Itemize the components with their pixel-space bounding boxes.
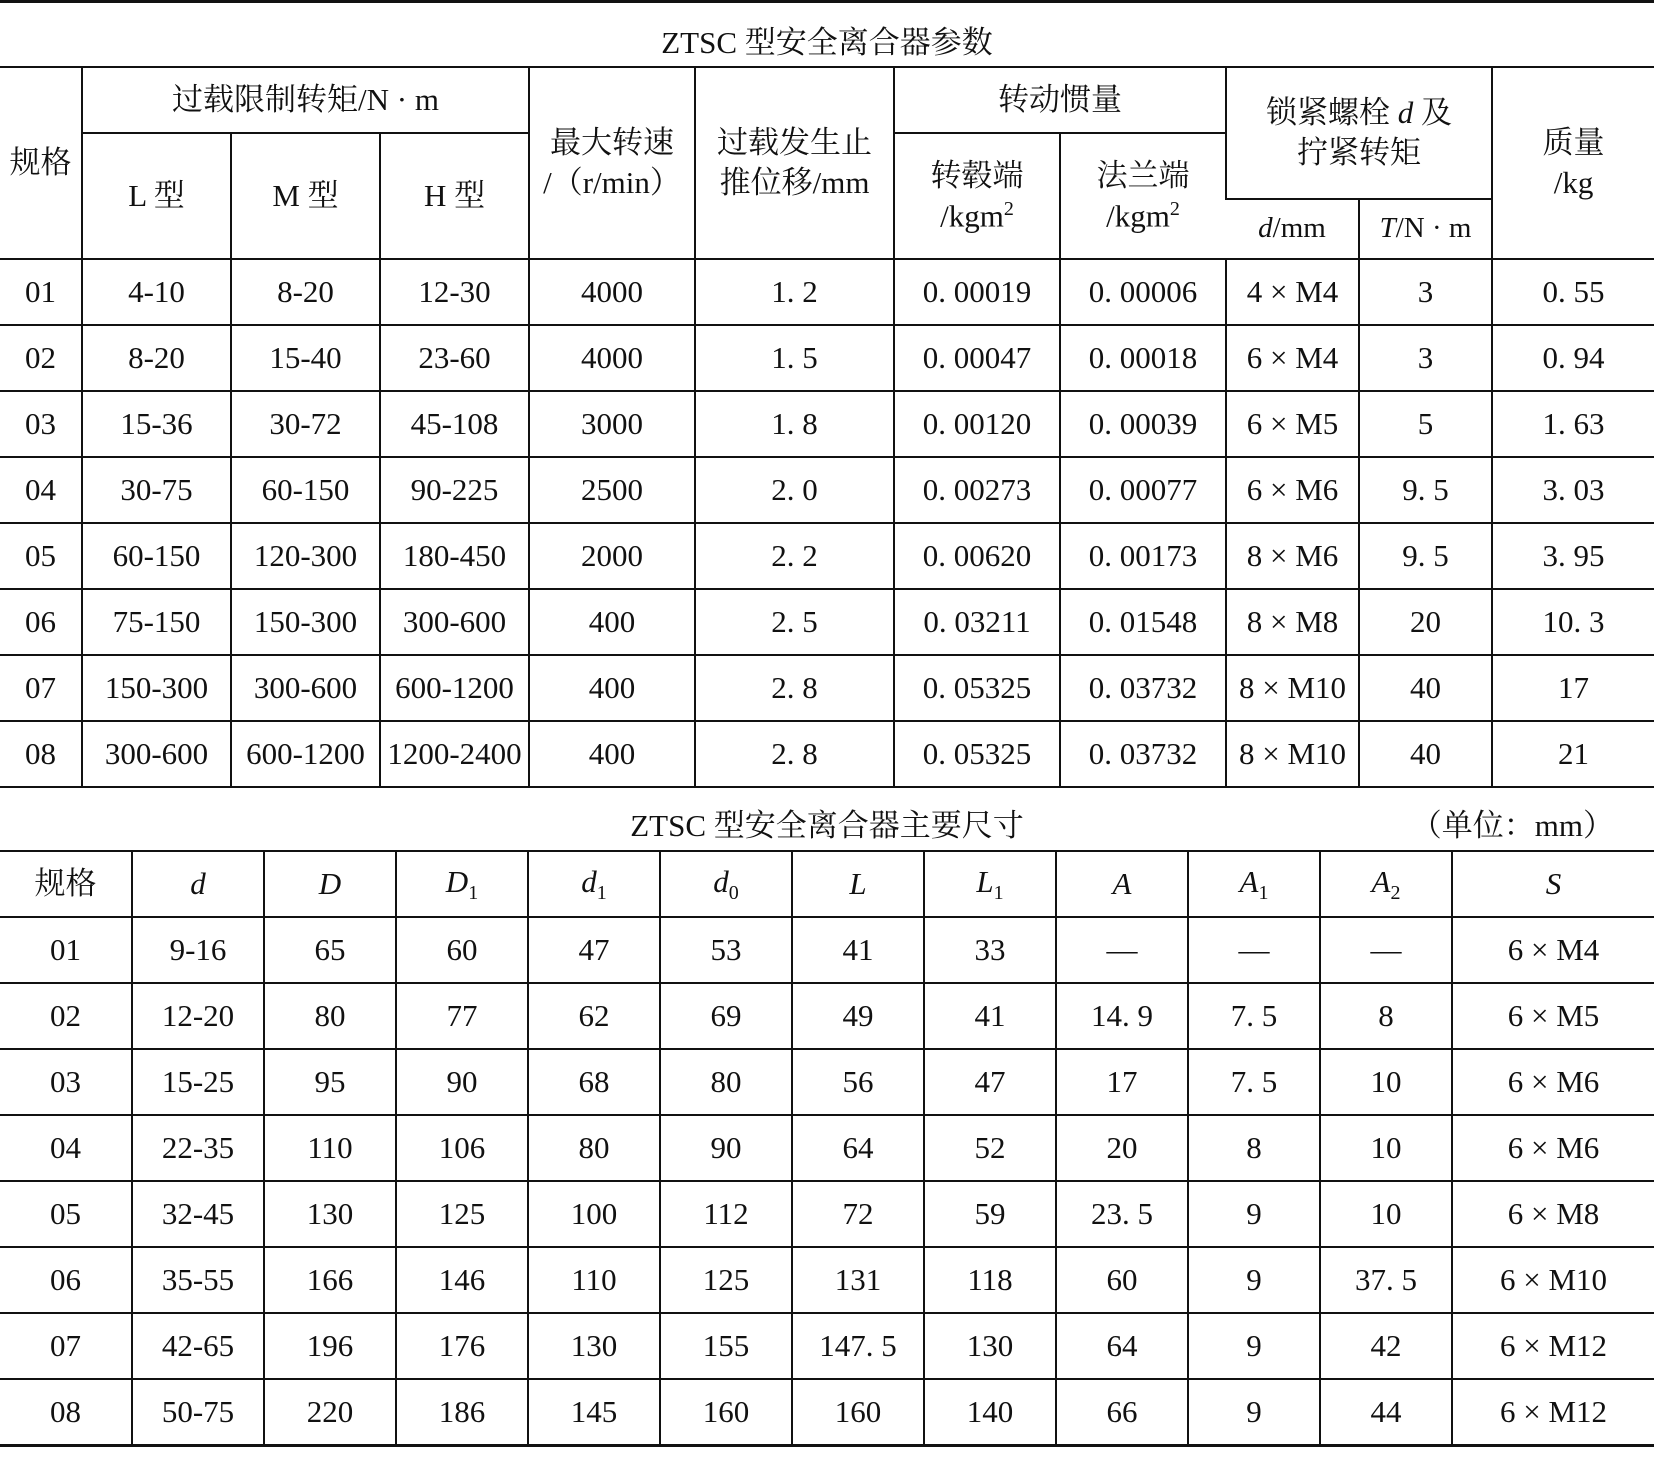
table-cell: 53: [660, 917, 792, 983]
table-cell: 131: [792, 1247, 924, 1313]
table-cell: 95: [264, 1049, 396, 1115]
table-cell: 0. 00019: [894, 259, 1060, 325]
header-spec: 规格: [0, 67, 82, 259]
table-cell: 150-300: [231, 589, 380, 655]
table-cell: 68: [528, 1049, 660, 1115]
table-cell: 6 × M6: [1226, 457, 1359, 523]
header-flange-end-line2: [1061, 196, 1225, 237]
table2-body: [0, 917, 1654, 1445]
table-cell: 66: [1056, 1379, 1188, 1445]
table-cell: 6 × M8: [1452, 1181, 1654, 1247]
table-cell: 49: [792, 983, 924, 1049]
table-cell: —: [1188, 917, 1320, 983]
column-header: [924, 851, 1056, 917]
table-cell: 05: [0, 1181, 132, 1247]
table-cell: 0. 00039: [1060, 391, 1226, 457]
header-bolt-t-sym: T: [1379, 212, 1396, 245]
table-cell: 6 × M4: [1452, 917, 1654, 983]
table-cell: 0. 05325: [894, 721, 1060, 787]
table-cell: 17: [1056, 1049, 1188, 1115]
table-cell: 20: [1056, 1115, 1188, 1181]
column-header-subscript: 1: [596, 882, 607, 905]
table-cell: 160: [660, 1379, 792, 1445]
column-header-subscript: 1: [468, 882, 479, 905]
table-cell: 3: [1359, 325, 1492, 391]
table-row: [0, 1247, 1654, 1313]
table-cell: 03: [0, 391, 82, 457]
table-cell: 0. 05325: [894, 655, 1060, 721]
table-cell: 03: [0, 1049, 132, 1115]
table-cell: 47: [924, 1049, 1056, 1115]
table-cell: 300-600: [231, 655, 380, 721]
dimensions-table: [0, 850, 1654, 1447]
table-cell: 146: [396, 1247, 528, 1313]
table-cell: 4000: [529, 259, 695, 325]
table-cell: 35-55: [132, 1247, 264, 1313]
table-cell: 44: [1320, 1379, 1452, 1445]
table-cell: 130: [924, 1313, 1056, 1379]
table-cell: 1200-2400: [380, 721, 529, 787]
header-max-speed-line1: 最大转速: [550, 124, 675, 160]
table-row: [0, 655, 1654, 721]
table-row: [0, 1313, 1654, 1379]
table-cell: 125: [660, 1247, 792, 1313]
header-bolt-t-unit: /N · m: [1395, 212, 1472, 245]
parameters-table: [0, 66, 1654, 788]
header-mass-line2: /kg: [1553, 165, 1594, 200]
table-cell: 2. 8: [695, 721, 894, 787]
table-cell: 3000: [529, 391, 695, 457]
header-hub-end-line1: 转毂端: [930, 157, 1024, 193]
column-header: [132, 851, 264, 917]
column-header: [1452, 851, 1654, 917]
table-cell: 15-25: [132, 1049, 264, 1115]
table-cell: 600-1200: [380, 655, 529, 721]
table-cell: 0. 00018: [1060, 325, 1226, 391]
table-row: [0, 917, 1654, 983]
table-cell: 180-450: [380, 523, 529, 589]
table-cell: 166: [264, 1247, 396, 1313]
table-cell: 80: [528, 1115, 660, 1181]
table-cell: 600-1200: [231, 721, 380, 787]
table-cell: 12-20: [132, 983, 264, 1049]
table-cell: 300-600: [82, 721, 231, 787]
column-header: [528, 851, 660, 917]
table-cell: 52: [924, 1115, 1056, 1181]
table-cell: 65: [264, 917, 396, 983]
table-cell: 0. 00047: [894, 325, 1060, 391]
table-cell: 90-225: [380, 457, 529, 523]
header-max-speed: [529, 67, 695, 259]
header-inertia: 转动惯量: [894, 67, 1226, 133]
table-cell: 64: [1056, 1313, 1188, 1379]
table1-header-row-1: [0, 67, 1654, 133]
table-cell: 6 × M10: [1452, 1247, 1654, 1313]
table-cell: 1. 8: [695, 391, 894, 457]
table-cell: 6 × M6: [1452, 1049, 1654, 1115]
table-cell: 6 × M4: [1226, 325, 1359, 391]
table-cell: 0. 00620: [894, 523, 1060, 589]
column-header: [396, 851, 528, 917]
header-bolt-d-unit: /mm: [1272, 212, 1326, 245]
table-cell: 90: [660, 1115, 792, 1181]
table-row: [0, 1115, 1654, 1181]
table-cell: 45-108: [380, 391, 529, 457]
table-cell: 8 × M8: [1226, 589, 1359, 655]
header-h-type: H 型: [380, 133, 529, 259]
header-hub-end-line2: [895, 196, 1059, 237]
header-mass-line1: 质量: [1542, 124, 1605, 160]
table-cell: 147. 5: [792, 1313, 924, 1379]
table-cell: 145: [528, 1379, 660, 1445]
header-bolt-d-sym: d: [1258, 212, 1273, 245]
header-bolt-line1: [1227, 93, 1491, 133]
table1-body: [0, 259, 1654, 787]
table-cell: 0. 00120: [894, 391, 1060, 457]
table-cell: 01: [0, 917, 132, 983]
table-row: [0, 1049, 1654, 1115]
table-cell: 64: [792, 1115, 924, 1181]
table-cell: 0. 94: [1492, 325, 1654, 391]
table-cell: 6 × M6: [1452, 1115, 1654, 1181]
header-flange-end: [1060, 133, 1226, 259]
table-cell: 41: [924, 983, 1056, 1049]
table-cell: —: [1320, 917, 1452, 983]
table-cell: 0. 01548: [1060, 589, 1226, 655]
column-header-subscript: 2: [1390, 882, 1401, 905]
table-cell: 90: [396, 1049, 528, 1115]
table-cell: 07: [0, 1313, 132, 1379]
table-cell: 59: [924, 1181, 1056, 1247]
table-cell: 08: [0, 1379, 132, 1445]
table-row: [0, 457, 1654, 523]
table-cell: 186: [396, 1379, 528, 1445]
header-bolt-d-symbol: d: [1397, 94, 1414, 130]
table-row: [0, 589, 1654, 655]
table-cell: 05: [0, 523, 82, 589]
table-cell: 10: [1320, 1115, 1452, 1181]
table-cell: 42: [1320, 1313, 1452, 1379]
table-cell: 41: [792, 917, 924, 983]
header-bolt-t: [1359, 199, 1492, 259]
table-cell: 6 × M12: [1452, 1379, 1654, 1445]
table-cell: 9: [1188, 1181, 1320, 1247]
header-bolt-d: [1226, 199, 1359, 259]
column-header: [660, 851, 792, 917]
table-cell: 6 × M5: [1452, 983, 1654, 1049]
table-cell: 6 × M5: [1226, 391, 1359, 457]
table-cell: 75-150: [82, 589, 231, 655]
header-hub-end: [894, 133, 1060, 259]
table-cell: 9: [1188, 1313, 1320, 1379]
table-cell: 4000: [529, 325, 695, 391]
table-cell: 140: [924, 1379, 1056, 1445]
table-cell: 60: [396, 917, 528, 983]
table-cell: 130: [264, 1181, 396, 1247]
table-cell: 04: [0, 457, 82, 523]
table-cell: 300-600: [380, 589, 529, 655]
header-mass: [1492, 67, 1654, 259]
header-bolt-line2: 拧紧转矩: [1297, 135, 1422, 170]
table-cell: 2. 0: [695, 457, 894, 523]
table-cell: 400: [529, 721, 695, 787]
header-bolt-text-a: 锁紧螺栓: [1266, 94, 1391, 130]
column-header: [264, 851, 396, 917]
table-cell: 69: [660, 983, 792, 1049]
table-cell: 56: [792, 1049, 924, 1115]
table-cell: 120-300: [231, 523, 380, 589]
column-header-symbol: L: [976, 863, 994, 899]
table-cell: 37. 5: [1320, 1247, 1452, 1313]
table1-title: ZTSC 型安全离合器参数: [661, 25, 993, 60]
column-header-symbol: A: [1112, 865, 1132, 901]
table-cell: 07: [0, 655, 82, 721]
table-cell: 9: [1188, 1247, 1320, 1313]
table-cell: 0. 03732: [1060, 721, 1226, 787]
table-cell: 8-20: [82, 325, 231, 391]
table-cell: 112: [660, 1181, 792, 1247]
column-header-symbol: D: [445, 863, 469, 899]
header-displacement-line2: 推位移/mm: [719, 165, 870, 200]
table-cell: 02: [0, 983, 132, 1049]
table-row: [0, 259, 1654, 325]
table-cell: 10: [1320, 1181, 1452, 1247]
table-cell: 42-65: [132, 1313, 264, 1379]
table-cell: 8 × M6: [1226, 523, 1359, 589]
table-cell: 10. 3: [1492, 589, 1654, 655]
column-header-symbol: A: [1239, 863, 1259, 899]
column-header-symbol: D: [318, 865, 342, 901]
table-cell: 30-75: [82, 457, 231, 523]
table-cell: 400: [529, 589, 695, 655]
table-cell: 40: [1359, 655, 1492, 721]
table-cell: 12-30: [380, 259, 529, 325]
column-header: [792, 851, 924, 917]
table-row: [0, 721, 1654, 787]
header-overload-torque: 过载限制转矩/N · m: [82, 67, 529, 133]
table-cell: 8: [1320, 983, 1452, 1049]
table2-title-row: [0, 788, 1654, 850]
column-header-subscript: 1: [993, 882, 1004, 905]
column-header-subscript: 0: [728, 882, 739, 905]
header-flange-end-power: 2: [1169, 197, 1180, 220]
table-cell: 0. 55: [1492, 259, 1654, 325]
header-displacement-line1: 过载发生止: [717, 124, 873, 160]
column-header: [1320, 851, 1452, 917]
table-cell: 06: [0, 1247, 132, 1313]
header-m-type: M 型: [231, 133, 380, 259]
table-cell: 60: [1056, 1247, 1188, 1313]
table-cell: 9: [1188, 1379, 1320, 1445]
table-cell: 01: [0, 259, 82, 325]
table-cell: 14. 9: [1056, 983, 1188, 1049]
table-cell: 400: [529, 655, 695, 721]
table-cell: 8 × M10: [1226, 655, 1359, 721]
table-cell: 4 × M4: [1226, 259, 1359, 325]
table-cell: 80: [660, 1049, 792, 1115]
header-hub-end-unit: /kgm: [940, 198, 1004, 234]
table1-title-row: [0, 0, 1654, 66]
table-cell: 1. 63: [1492, 391, 1654, 457]
table-cell: 220: [264, 1379, 396, 1445]
table-cell: 1. 5: [695, 325, 894, 391]
header-bolt-text-b: 及: [1421, 94, 1453, 130]
table-cell: 125: [396, 1181, 528, 1247]
table-cell: —: [1056, 917, 1188, 983]
table-row: [0, 983, 1654, 1049]
table-cell: 2. 8: [695, 655, 894, 721]
table-cell: 106: [396, 1115, 528, 1181]
column-header: [1056, 851, 1188, 917]
column-header-symbol: L: [849, 865, 867, 901]
table-cell: 08: [0, 721, 82, 787]
table-row: [0, 325, 1654, 391]
table-cell: 118: [924, 1247, 1056, 1313]
table-cell: 2. 5: [695, 589, 894, 655]
table-cell: 10: [1320, 1049, 1452, 1115]
table-cell: 23. 5: [1056, 1181, 1188, 1247]
table-cell: 72: [792, 1181, 924, 1247]
header-l-type: L 型: [82, 133, 231, 259]
table-cell: 5: [1359, 391, 1492, 457]
table-cell: 100: [528, 1181, 660, 1247]
table-cell: 2. 2: [695, 523, 894, 589]
table-cell: 7. 5: [1188, 1049, 1320, 1115]
table-cell: 6 × M12: [1452, 1313, 1654, 1379]
table-cell: 30-72: [231, 391, 380, 457]
header-displacement: [695, 67, 894, 259]
table-cell: 8: [1188, 1115, 1320, 1181]
column-header: [1188, 851, 1320, 917]
table-cell: 150-300: [82, 655, 231, 721]
column-header: [0, 851, 132, 917]
table-cell: 176: [396, 1313, 528, 1379]
table-row: [0, 391, 1654, 457]
table-cell: 3. 95: [1492, 523, 1654, 589]
table-cell: 77: [396, 983, 528, 1049]
table-cell: 9-16: [132, 917, 264, 983]
table-cell: 33: [924, 917, 1056, 983]
table-cell: 8-20: [231, 259, 380, 325]
table-cell: 3. 03: [1492, 457, 1654, 523]
table-cell: 110: [528, 1247, 660, 1313]
table-cell: 23-60: [380, 325, 529, 391]
table-cell: 80: [264, 983, 396, 1049]
header-max-speed-line2: /（r/min）: [543, 165, 681, 200]
table-cell: 0. 03211: [894, 589, 1060, 655]
table-cell: 196: [264, 1313, 396, 1379]
table-cell: 17: [1492, 655, 1654, 721]
table-cell: 155: [660, 1313, 792, 1379]
header-hub-end-power: 2: [1003, 197, 1014, 220]
table-cell: 21: [1492, 721, 1654, 787]
table-cell: 0. 03732: [1060, 655, 1226, 721]
table-cell: 47: [528, 917, 660, 983]
table2-title: ZTSC 型安全离合器主要尺寸: [630, 808, 1024, 843]
table-cell: 04: [0, 1115, 132, 1181]
table-cell: 15-40: [231, 325, 380, 391]
table-cell: 32-45: [132, 1181, 264, 1247]
table-cell: 40: [1359, 721, 1492, 787]
table-cell: 15-36: [82, 391, 231, 457]
table-cell: 02: [0, 325, 82, 391]
column-header-symbol: A: [1371, 863, 1391, 899]
table-cell: 0. 00006: [1060, 259, 1226, 325]
table-row: [0, 1181, 1654, 1247]
column-header-symbol: d: [713, 863, 729, 899]
table-cell: 06: [0, 589, 82, 655]
table-cell: 8 × M10: [1226, 721, 1359, 787]
table-cell: 60-150: [82, 523, 231, 589]
table-row: [0, 523, 1654, 589]
table-row: [0, 1379, 1654, 1445]
table-cell: 9. 5: [1359, 523, 1492, 589]
table-cell: 160: [792, 1379, 924, 1445]
column-header-symbol: d: [581, 863, 597, 899]
column-header-symbol: S: [1545, 865, 1562, 901]
table-cell: 1. 2: [695, 259, 894, 325]
table-cell: 62: [528, 983, 660, 1049]
table-cell: 9. 5: [1359, 457, 1492, 523]
table-cell: 22-35: [132, 1115, 264, 1181]
table-cell: 130: [528, 1313, 660, 1379]
table-cell: 0. 00077: [1060, 457, 1226, 523]
column-header-symbol: 规格: [34, 865, 97, 901]
table-cell: 4-10: [82, 259, 231, 325]
table-cell: 20: [1359, 589, 1492, 655]
table2-unit: （单位：mm）: [1410, 808, 1614, 843]
table-cell: 2000: [529, 523, 695, 589]
table-cell: 0. 00273: [894, 457, 1060, 523]
header-flange-end-unit: /kgm: [1106, 198, 1170, 234]
table-cell: 110: [264, 1115, 396, 1181]
table2-header-row: [0, 851, 1654, 917]
column-header-symbol: d: [190, 865, 206, 901]
table-cell: 3: [1359, 259, 1492, 325]
table-cell: 60-150: [231, 457, 380, 523]
header-bolt: [1226, 67, 1492, 199]
table-cell: 50-75: [132, 1379, 264, 1445]
column-header-subscript: 1: [1258, 882, 1269, 905]
table-cell: 2500: [529, 457, 695, 523]
table-cell: 7. 5: [1188, 983, 1320, 1049]
header-flange-end-line1: 法兰端: [1096, 157, 1190, 193]
table-cell: 0. 00173: [1060, 523, 1226, 589]
